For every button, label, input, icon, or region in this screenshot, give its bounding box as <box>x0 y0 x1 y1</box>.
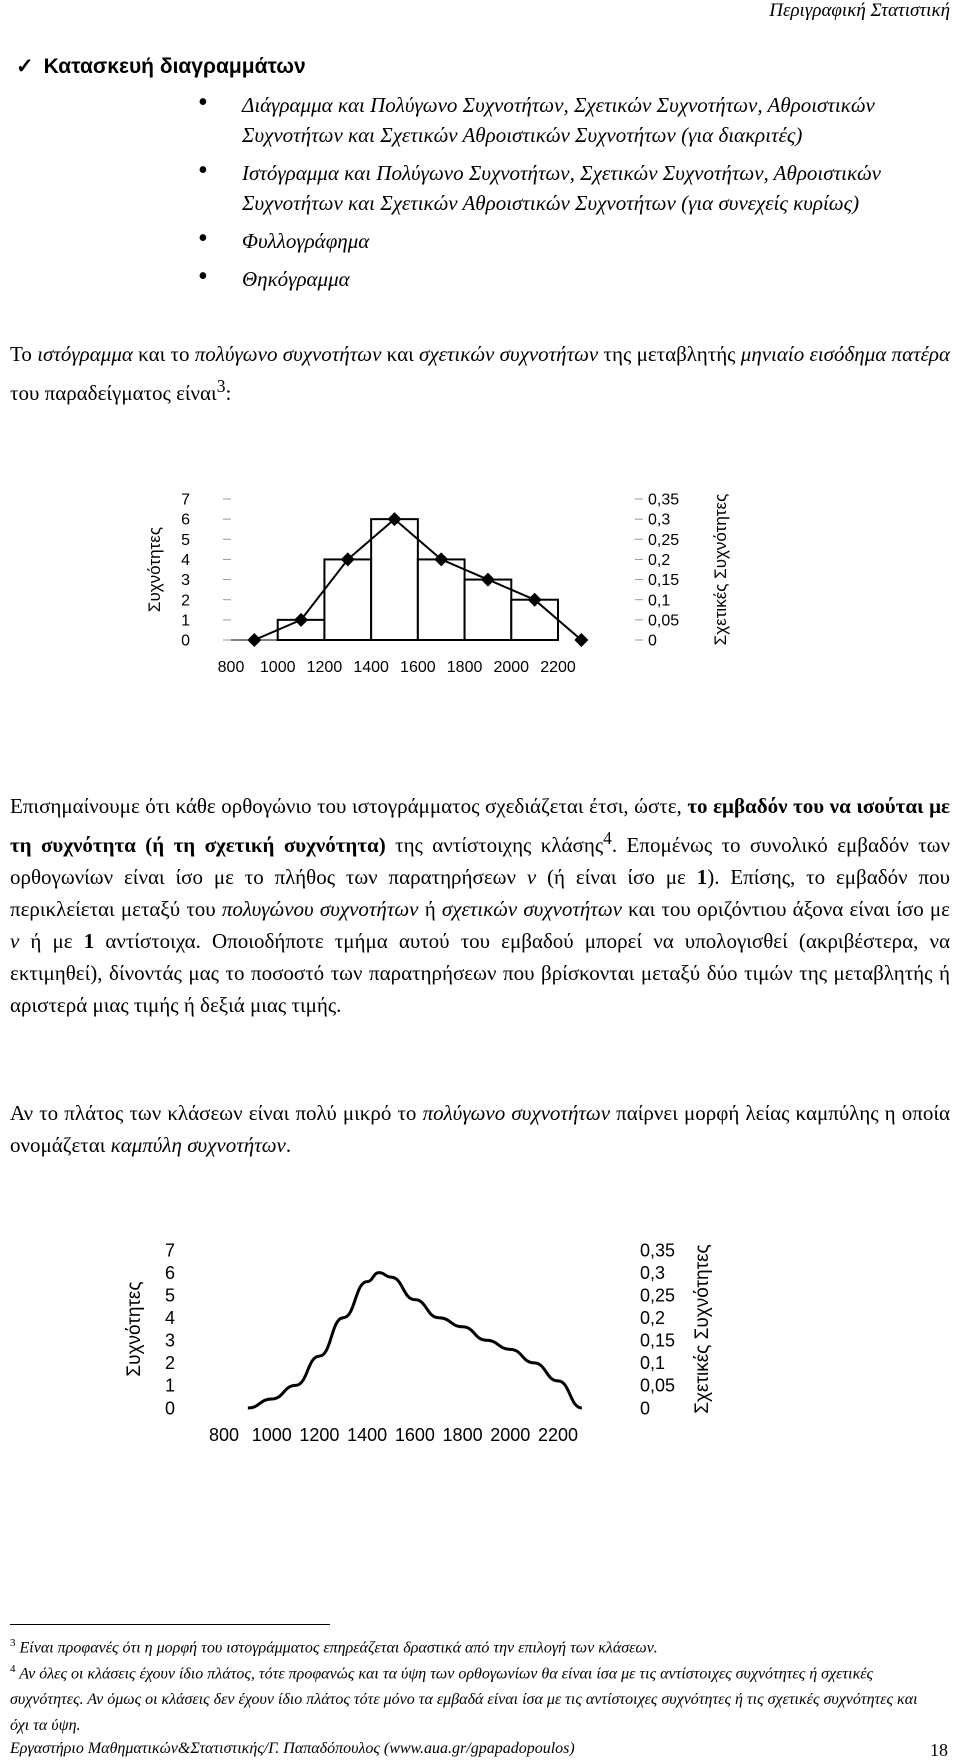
text-run: . Επομένως το συνολικό εμβαδόν των ορθογωνίων είναι ίσο με το πλήθος των παρατηρήσεων <box>10 833 950 889</box>
x-tick-label: 1000 <box>251 1425 292 1445</box>
text-run: (ή είναι ίσο με <box>536 865 697 889</box>
y-tick-label: 4 <box>164 1308 175 1329</box>
x-tick-label: 1400 <box>353 659 389 676</box>
y2-tick-label: 0 <box>648 632 657 650</box>
x-tick-label: 1600 <box>394 1425 435 1445</box>
smooth-curve-paragraph <box>10 1097 950 1161</box>
y2-tick-label: 0,25 <box>648 531 680 549</box>
y-axis-title: Συχνότητες <box>145 526 164 613</box>
term-variable: μηνιαίο εισόδημα πατέρα <box>740 342 950 366</box>
diagram-types-list <box>200 90 920 302</box>
histogram-bar <box>418 559 465 640</box>
y2-tick-label: 0,1 <box>640 1353 666 1374</box>
text-run: του παραδείγματος είναι <box>10 381 217 405</box>
text-run: αντίστοιχα. Οποιοδήποτε τμήμα αυτού του εμβαδού μπορεί να υπολογισθεί (ακριβέστερα, να εκτιμηθεί), δίνοντάς μας το ποσοστό των παρατηρήσεων που βρίσκονται μεταξύ δύο τιμών της μεταβλητής ή αριστερά μιας τιμής ή δεξιά μιας τιμής. <box>10 929 951 1017</box>
y-tick-label: 6 <box>181 511 190 529</box>
text-run: . <box>285 1133 292 1157</box>
x-tick-label: 1800 <box>442 1425 483 1445</box>
text-run: Το <box>10 342 38 366</box>
text-run: και το <box>132 342 195 366</box>
x-tick-label: 800 <box>208 1425 240 1445</box>
y2-tick-label: 0,05 <box>648 612 680 630</box>
list-item: • Φυλλογράφημα <box>200 226 920 256</box>
y2-tick-label: 0,05 <box>640 1375 676 1396</box>
text-run: Επισημαίνουμε ότι κάθε ορθογώνιο του ιστογράμματος σχεδιάζεται έτσι, ώστε, <box>10 794 688 818</box>
text-run: Αν το πλάτος των κλάσεων είναι πολύ μικρό το <box>10 1101 423 1125</box>
term-frequency-polygon: πολυγώνου συχνοτήτων <box>221 897 419 921</box>
term-histogram: ιστόγραμμα <box>37 342 133 366</box>
list-item: • Θηκόγραμμα <box>200 264 920 294</box>
text-run: ή με <box>19 929 84 953</box>
text-run: και <box>381 342 420 366</box>
y-tick-label: 3 <box>181 572 190 590</box>
y-tick-label: 0 <box>181 632 190 650</box>
x-tick-label: 2200 <box>537 1425 579 1445</box>
y-tick-label: 1 <box>181 612 190 630</box>
term-frequency-polygon: πολύγωνο συχνοτήτων <box>422 1101 611 1125</box>
list-item: • Διάγραμμα και Πολύγωνο Συχνοτήτων, Σχετικών Συχνοτήτων, Αθροιστικών Συχνοτήτων και Σχετικών Αθροιστικών Συχνοτήτων (για διακριτές) <box>200 90 920 150</box>
y2-tick-label: 0,35 <box>648 491 680 509</box>
histogram-bar <box>465 580 512 640</box>
page-footer: Εργαστήριο Μαθηματικών&Στατιστικής/Γ. Παπαδόπουλος (www.aua.gr/gpapadopoulos) <box>10 1740 575 1757</box>
y-axis-title: Συχνότητες <box>124 1281 145 1377</box>
term-frequency-curve: καμπύλη συχνοτήτων <box>110 1133 286 1157</box>
x-tick-label: 1000 <box>259 659 296 676</box>
text-run: ή <box>418 897 442 921</box>
y2-tick-label: 0,2 <box>648 552 671 570</box>
y2-tick-label: 0,2 <box>640 1308 666 1329</box>
x-tick-label: 800 <box>217 659 245 676</box>
number-one: 1 <box>83 929 95 953</box>
section-title-text: Κατασκευή διαγραμμάτων <box>43 55 306 78</box>
y2-tick-label: 0 <box>640 1398 651 1419</box>
term-relative-frequencies: σχετικών συχνοτήτων <box>441 897 622 921</box>
x-tick-label: 1600 <box>400 659 436 676</box>
y2-tick-label: 0,3 <box>648 511 671 529</box>
text-run: παίρνει μορφή λείας καμπύλης η οποία ονομάζεται <box>10 1101 951 1157</box>
y2-tick-label: 0,15 <box>640 1330 676 1351</box>
y-tick-label: 0 <box>164 1398 175 1419</box>
x-tick-label: 1200 <box>306 659 343 676</box>
y-tick-label: 7 <box>181 491 190 509</box>
x-tick-label: 1200 <box>299 1425 340 1445</box>
y-tick-label: 4 <box>181 552 190 570</box>
checkmark-icon: ✓ <box>16 55 34 78</box>
emphasis-area-equals-frequency: το εμβαδόν του να ισούται με τη συχνότητα (ή τη σχετική συχνότητα) <box>10 794 950 857</box>
footnote-number: 3 <box>10 1637 16 1649</box>
section-title <box>16 54 306 79</box>
y2-tick-label: 0,35 <box>640 1240 676 1261</box>
text-run: : <box>225 381 232 405</box>
y2-axis-title: Σχετικές Συχνότητες <box>711 493 730 646</box>
footnote-ref: 4 <box>603 828 612 848</box>
text-run: της μεταβλητής <box>598 342 741 366</box>
footnote-number: 4 <box>10 1663 16 1675</box>
text-run: της αντίστοιχης κλάσης <box>385 833 604 857</box>
area-paragraph <box>10 790 950 1021</box>
x-tick-label: 2200 <box>540 659 576 676</box>
y-tick-label: 5 <box>181 531 190 549</box>
term-frequency-polygon: πολύγωνο συχνοτήτων <box>194 342 382 366</box>
intro-paragraph <box>10 338 950 409</box>
x-tick-label: 1400 <box>347 1425 388 1445</box>
y2-tick-label: 0,3 <box>640 1262 666 1283</box>
frequency-curve-chart <box>0 1225 960 1525</box>
symbol-nu: ν <box>526 865 537 889</box>
running-header: Περιγραφική Στατιστική <box>769 0 950 21</box>
histogram-bar <box>371 519 418 640</box>
frequency-curve-line <box>248 1273 582 1408</box>
list-item: • Ιστόγραμμα και Πολύγωνο Συχνοτήτων, Σχετικών Συχνοτήτων, Αθροιστικών Συχνοτήτων και Σχετικών Αθροιστικών Συχνοτήτων (για συνεχείς κυρίως) <box>200 158 920 218</box>
symbol-nu: ν <box>10 929 20 953</box>
y2-tick-label: 0,25 <box>640 1285 676 1306</box>
page-number: 18 <box>930 1740 948 1760</box>
footnote-divider <box>10 1624 330 1625</box>
y-tick-label: 7 <box>164 1240 175 1261</box>
polygon-point-marker <box>247 633 261 647</box>
footnote-text: Είναι προφανές ότι η μορφή του ιστογράμματος επηρεάζεται δραστικά από την επιλογή των κλάσεων. <box>19 1639 658 1657</box>
y-tick-label: 6 <box>164 1262 175 1283</box>
x-tick-label: 2000 <box>490 1425 531 1445</box>
y2-tick-label: 0,15 <box>648 572 680 590</box>
footnote-text: Αν όλες οι κλάσεις έχουν ίδιο πλάτος, τότε προφανώς και τα ύψη των ορθογωνίων θα είναι ίσα με τις αντίστοιχες συχνότητες ή σχετικές συχνότητες. Αν όμως οι κλάσεις δεν έχουν ίδιο πλάτος τότε μόνο τα εμβαδά είναι ίσα με τις αντίστοιχες συχνότητες ή τις σχετικές συχνότητες και όχι τα ύψη. <box>10 1665 918 1735</box>
y2-tick-label: 0,1 <box>648 592 671 610</box>
y-tick-label: 2 <box>181 592 190 610</box>
x-tick-label: 2000 <box>493 659 530 676</box>
y-tick-label: 5 <box>164 1285 175 1306</box>
text-run: και του οριζόντιου άξονα είναι ίσο με <box>621 897 950 921</box>
text-run: ). Επίσης, το εμβαδόν που περικλείεται μεταξύ του <box>10 865 951 921</box>
footnote-ref: 3 <box>216 376 226 396</box>
number-one: 1 <box>696 865 708 889</box>
x-tick-label: 1800 <box>446 659 483 676</box>
y-tick-label: 1 <box>164 1375 175 1396</box>
y-tick-label: 2 <box>164 1353 175 1374</box>
histogram-chart <box>0 480 960 780</box>
y-tick-label: 3 <box>164 1330 175 1351</box>
histogram-bar <box>324 559 371 640</box>
term-relative-frequencies: σχετικών συχνοτήτων <box>419 342 599 366</box>
footnote-4 <box>10 1656 940 1739</box>
y2-axis-title: Σχετικές Συχνότητες <box>692 1244 713 1414</box>
